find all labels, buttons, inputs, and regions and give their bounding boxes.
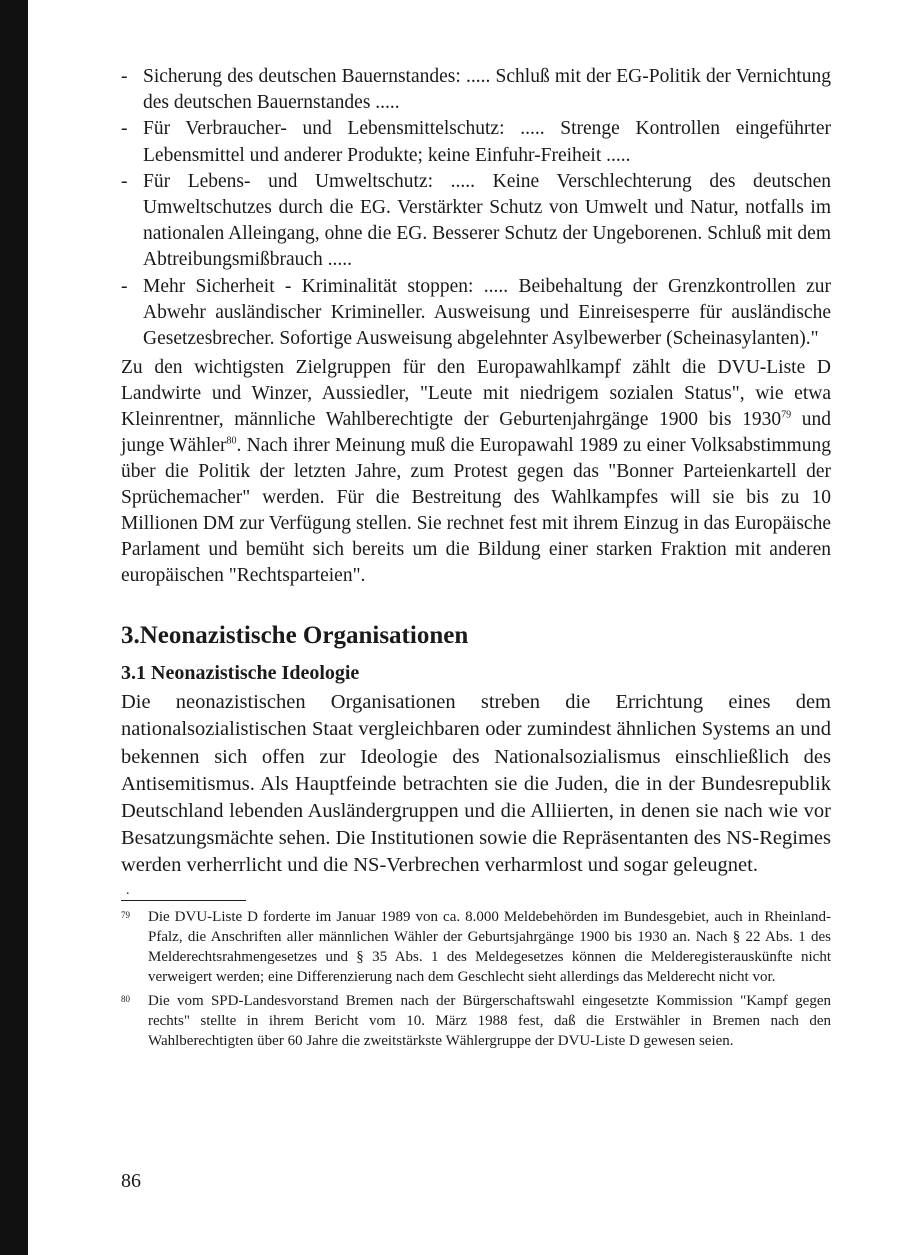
footnote-number: 80 bbox=[121, 993, 130, 1004]
paragraph-text: Zu den wichtigsten Zielgruppen für den Europawahlkampf zählt die DVU-Liste D Landwirte und Winzer, Aussiedler, "Leute mit niedrigem sozialen Status", wie etwa Kleinrentner, männliche Wahlberechtigte der Geburtenjahrgänge 1900 bis 1930 bbox=[121, 357, 831, 431]
target-groups-paragraph bbox=[121, 355, 831, 589]
footnote-divider bbox=[121, 900, 246, 901]
subsection-heading: 3.1 Neonazistische Ideologie bbox=[121, 662, 360, 685]
bullet-dash: - bbox=[121, 118, 128, 140]
footnote-number: 79 bbox=[121, 909, 130, 920]
bullet-text: Für Lebens- und Umweltschutz: ..... Keine Verschlechterung des deutschen Umweltschutzes durch die EG. Verstärkter Schutz von Umwelt und Natur, notfalls im nationalen Alleingang, ohne die EG. Besserer Schutz der Ungeborenen. Schluß mit dem Abtreibungsmißbrauch ..... bbox=[143, 170, 831, 271]
footnote-text: Die vom SPD-Landesvorstand Bremen nach der Bürgerschaftswahl eingesetzte Kommission "Kampf gegen rechts" stellte in ihrem Bericht vom 10. März 1988 fest, daß die Erstwähler in Bremen nach den Wahlberechtigten über 60 Jahre die zweitstärkste Wählergruppe der DVU-Liste D gewesen seien. bbox=[148, 992, 831, 1049]
bullet-dash: - bbox=[121, 275, 128, 297]
bullet-text: Sicherung des deutschen Bauernstandes: ..... Schluß mit der EG-Politik der Vernichtung des deutschen Bauernstandes ..... bbox=[143, 66, 831, 114]
program-bullet-list bbox=[121, 64, 831, 352]
bullet-text: Mehr Sicherheit - Kriminalität stoppen: ..... Beibehaltung der Grenzkontrollen zur Abwehr ausländischer Krimineller. Ausweisung und Einreisesperre für ausländische Gesetzesbrecher. Sofortige Ausweisung abgelehnter Asylbewerber (Scheinasylanten)." bbox=[143, 275, 831, 350]
bullet-item bbox=[121, 64, 831, 116]
paragraph-text: . Nach ihrer Meinung muß die Europawahl 1989 zu einer Volksabstimmung über die Politik der letzten Jahre, zum Protest gegen das "Bonner Parteienkartell der Sprüchemacher" werden. Für die Bestreitung des Wahlkampfes will sie bis zu 10 Millionen DM zur Verfügung stellen. Sie rechnet fest mit ihrem Einzug in das Europäische Parlament und bemüht sich bereits um die Bildung einer starken Fraktion mit anderen europäischen "Rechtsparteien". bbox=[121, 435, 831, 587]
footnote-79 bbox=[121, 907, 831, 987]
stray-mark: . bbox=[126, 882, 130, 898]
bullet-dash: - bbox=[121, 66, 128, 87]
footnote-80 bbox=[121, 991, 831, 1051]
footnote-text: Die DVU-Liste D forderte im Januar 1989 von ca. 8.000 Meldebehörden im Bundesgebiet, auch in Rheinland-Pfalz, die Anschriften aller männlichen Wähler der Geburtsjahrgänge 1900 bis 1930 an. Nach § 22 Abs. 1 des Melderechtsrahmengesetzes und § 35 Abs. 1 des Meldegesetzes können die Melderegisterauskünfte nicht verweigert werden; eine Differenzierung nach dem Geschlecht sieht allerdings das Melderecht nicht vor. bbox=[148, 908, 831, 985]
section-heading: 3.Neonazistische Organisationen bbox=[121, 622, 469, 650]
bullet-item bbox=[121, 169, 831, 274]
paragraph-text: und junge Wähler bbox=[121, 409, 832, 457]
page-number: 86 bbox=[121, 1170, 141, 1192]
scan-binding-edge bbox=[0, 0, 28, 1255]
bullet-text: Für Verbraucher- und Lebensmittelschutz: ..... Strenge Kontrollen eingeführter Lebensmittel und anderer Produkte; keine Einfuhr-Freiheit ..... bbox=[143, 118, 831, 166]
ideology-paragraph: Die neonazistischen Organisationen streben die Errichtung eines dem nationalsozialistischen Staat vergleichbaren oder zumindest ähnlichen Systems an und bekennen sich offen zur Ideologie des Nationalsozialismus einschließlich des Antisemitismus. Als Hauptfeinde betrachten sie die Juden, die in der Bundesrepublik Deutschland lebenden Ausländergruppen und die Alliierten, in denen sie nach wie vor Besatzungsmächte sehen. Die Institutionen sowie die Repräsentanten des NS-Regimes werden verherrlicht und die NS-Verbrechen verharmlost und sogar geleugnet. bbox=[121, 691, 831, 877]
footnote-ref-79: 79 bbox=[781, 409, 792, 421]
document-page bbox=[121, 64, 831, 1055]
bullet-item bbox=[121, 274, 831, 353]
footnote-ref-80: 80 bbox=[226, 435, 237, 447]
bullet-dash: - bbox=[121, 170, 128, 192]
bullet-item bbox=[121, 116, 831, 168]
